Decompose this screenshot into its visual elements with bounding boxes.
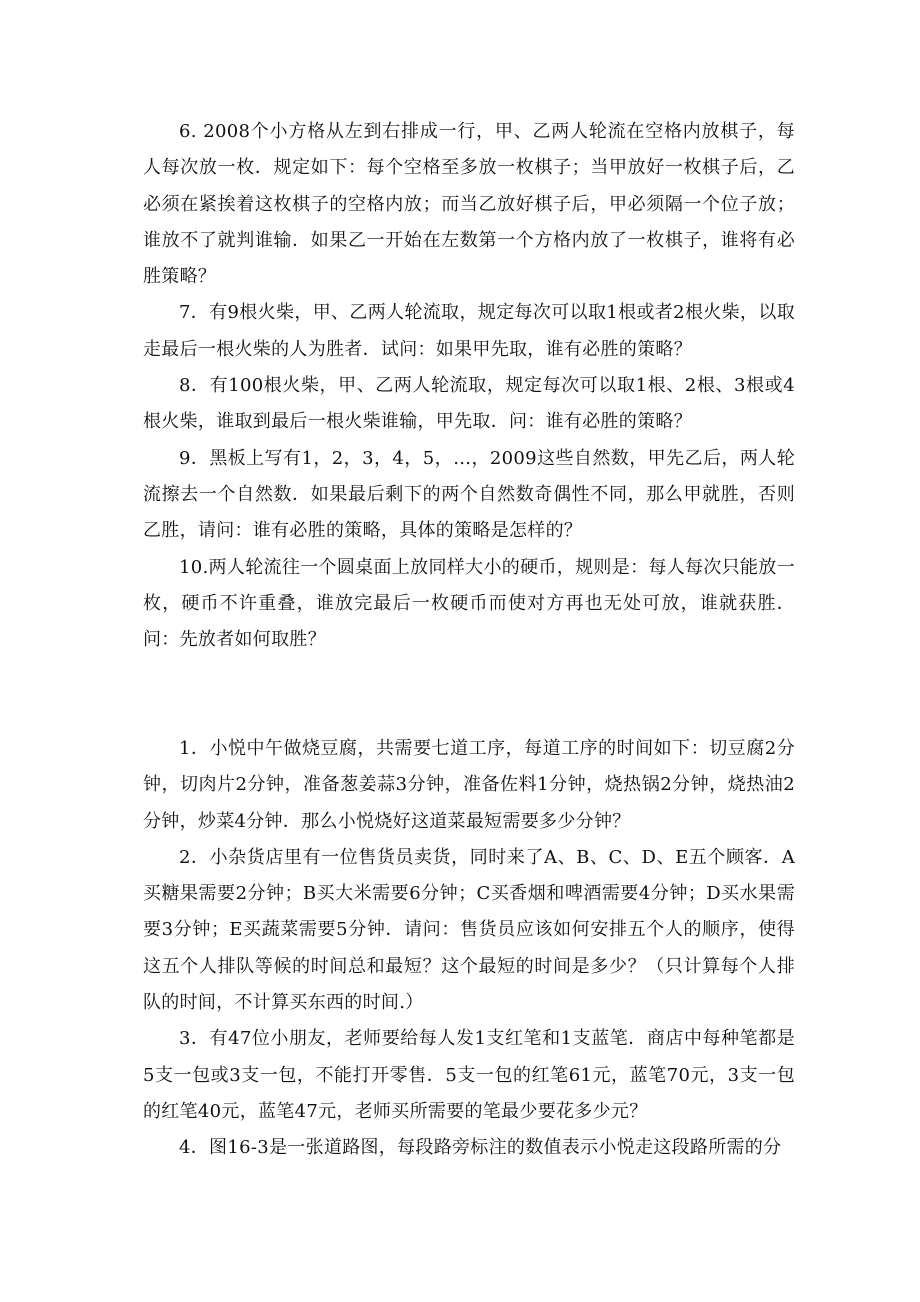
problem-2: 2．小杂货店里有一位售货员卖货，同时来了A、B、C、D、E五个顾客．A买糖果需要2分钟；B买大米需要6分钟；C买香烟和啤酒需要4分钟；D买水果需要3分钟；E买蔬菜需要5分钟．请问：售货员应该如何安排五个人的顺序，使得这五个人排队等候的时间总和最短？这个最短的时间是多少？（只计算每个人排队的时间，不计算买东西的时间.） — [143, 846, 795, 1014]
problem-3: 3．有47位小朋友，老师要给每人发1支红笔和1支蓝笔．商店中每种笔都是5支一包或3支一包，不能打开零售．5支一包的红笔61元，蓝笔70元，3支一包的红笔40元，蓝笔47元，老师买所需要的笔最少要花多少元？ — [143, 1028, 795, 1122]
problem-10: 10.两人轮流往一个圆桌面上放同样大小的硬币，规则是：每人每次只能放一枚，硬币不许重叠，谁放完最后一枚硬币而使对方再也无处可放，谁就获胜．问：先放者如何取胜？ — [143, 556, 795, 651]
problem-8: 8．有100根火柴，甲、乙两人轮流取，规定每次可以取1根、2根、3根或4根火柴，谁取到最后一根火柴谁输，甲先取．问：谁有必胜的策略？ — [143, 375, 795, 433]
problem-4: 4．图16-3是一张道路图，每段路旁标注的数值表示小悦走这段路所需的分 — [179, 1137, 782, 1159]
optimization-problems — [143, 731, 795, 1167]
game-strategy-problems — [143, 114, 795, 658]
problem-9: 9．黑板上写有1，2，3，4，5，…，2009这些自然数，甲先乙后，两人轮流擦去一个自然数．如果最后剩下的两个自然数奇偶性不同，那么甲就胜，否则乙胜，请问：谁有必胜的策略，具体的策略是怎样的？ — [143, 447, 795, 542]
problem-7: 7．有9根火柴，甲、乙两人轮流取，规定每次可以取1根或者2根火柴，以取走最后一根火柴的人为胜者．试问：如果甲先取，谁有必胜的策略？ — [143, 302, 795, 360]
problem-6: 6. 2008个小方格从左到右排成一行，甲、乙两人轮流在空格内放棋子，每人每次放一枚．规定如下：每个空格至多放一枚棋子；当甲放好一枚棋子后，乙必须在紧挨着这枚棋子的空格内放；而当乙放好棋子后，甲必须隔一个位子放；谁放不了就判谁输．如果乙一开始在左数第一个方格内放了一枚棋子，谁将有必胜策略？ — [143, 121, 795, 288]
problem-1: 1．小悦中午做烧豆腐，共需要七道工序，每道工序的时间如下：切豆腐2分钟，切肉片2分钟，准备葱姜蒜3分钟，准备佐料1分钟，烧热锅2分钟，烧热油2分钟，炒菜4分钟．那么小悦烧好这道菜最短需要多少分钟？ — [143, 738, 795, 832]
